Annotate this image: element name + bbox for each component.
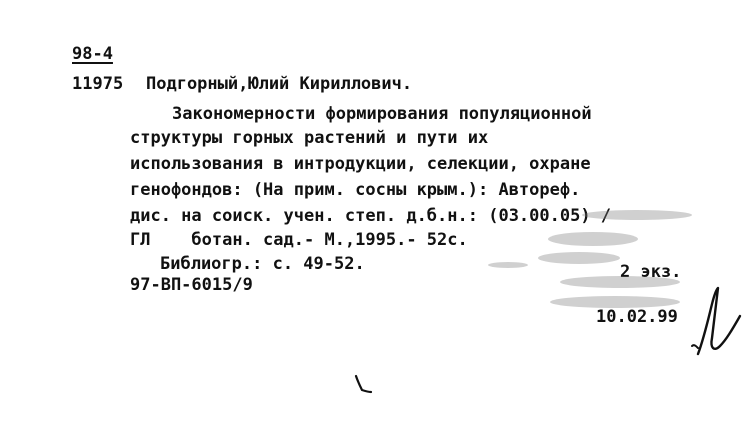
stamp-smudge	[548, 232, 638, 246]
title-line-1: Закономерности формирования популяционной	[172, 104, 592, 124]
inventory-number: 11975	[72, 74, 124, 94]
title-line-2: структуры горных растений и пути их	[130, 128, 489, 148]
title-line-3: использования в интродукции, селекции, охране	[130, 154, 591, 174]
shelf-mark: 98-4	[72, 44, 113, 64]
title-line-4: генофондов: (На прим. сосны крым.): Автореф.	[130, 180, 581, 200]
stamp-smudge	[560, 276, 680, 288]
copies-count: 2 экз.	[620, 262, 682, 282]
call-number: 97-ВП-6015/9	[130, 275, 253, 295]
bibliography-note: Библиогр.: с. 49-52.	[160, 254, 365, 274]
title-line-5: дис. на соиск. учен. степ. д.б.н.: (03.00.05) /	[130, 206, 612, 226]
stamp-smudge	[538, 252, 620, 264]
stamp-smudge	[488, 262, 528, 268]
signature-icon	[690, 286, 746, 356]
stamp-smudge	[582, 210, 692, 220]
stamp-smudge	[550, 296, 680, 308]
tick-mark-icon	[352, 372, 374, 394]
receipt-date: 10.02.99	[596, 307, 678, 327]
author-name: Подгорный,Юлий Кириллович.	[146, 74, 413, 94]
title-line-6: ГЛ ботан. сад.- М.,1995.- 52с.	[130, 230, 468, 250]
